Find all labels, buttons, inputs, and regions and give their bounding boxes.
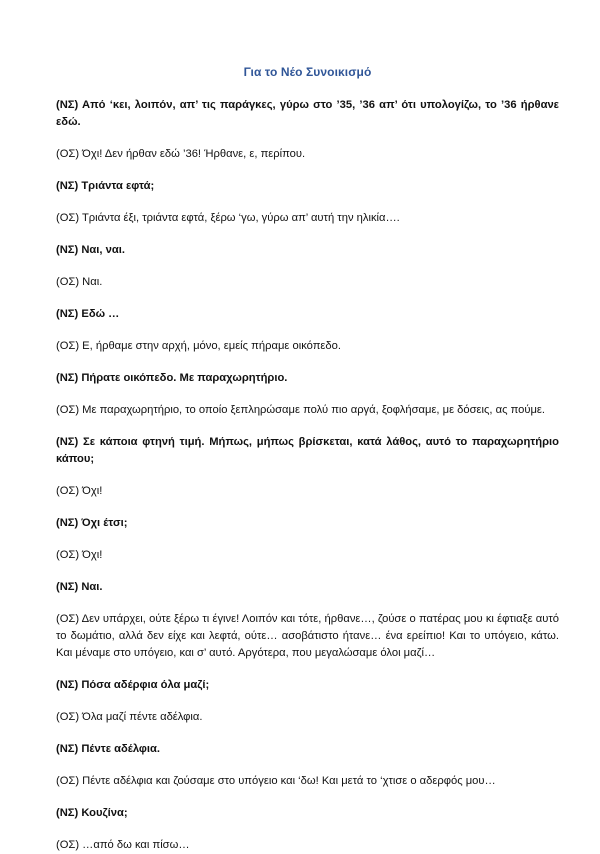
interviewer-turn: (ΝΣ) Όχι έτσι; [56, 517, 128, 529]
interviewer-turn: (ΝΣ) Πέντε αδέλφια. [56, 743, 161, 755]
interviewee-turn: (ΟΣ) Όχι! Δεν ήρθαν εδώ ’36! Ήρθανε, ε, περίπου. [56, 148, 306, 160]
interviewee-turn: (ΟΣ) Πέντε αδέλφια και ζούσαμε στο υπόγειο και ‘δω! Και μετά το ‘χτισε ο αδερφός μου… [56, 775, 496, 787]
dialogue-body [56, 97, 559, 854]
interviewer-turn: (ΝΣ) Πήρατε οικόπεδο. Με παραχωρητήριο. [56, 372, 288, 384]
interviewer-turn: (ΝΣ) Τριάντα εφτά; [56, 180, 155, 192]
interviewer-turn: (ΝΣ) Ναι. [56, 581, 103, 593]
interviewee-turn: (ΟΣ) Ναι. [56, 276, 103, 288]
interviewer-turn: (ΝΣ) Από ‘κει, λοιπόν, απ’ τις παράγκες, γύρω στο ’35, ’36 απ’ ότι υπολογίζω, το ’36 ήρθανε εδώ. [56, 99, 559, 128]
interviewee-turn: (ΟΣ) Ε, ήρθαμε στην αρχή, μόνο, εμείς πήραμε οικόπεδο. [56, 340, 341, 352]
interviewer-turn: (ΝΣ) Εδώ … [56, 308, 120, 320]
interviewee-turn: (ΟΣ) Όλα μαζί πέντε αδέλφια. [56, 711, 203, 723]
interviewee-turn: (ΟΣ) Με παραχωρητήριο, το οποίο ξεπληρώσαμε πολύ πιο αργά, ξοφλήσαμε, με δόσεις, ας πούμε. [56, 404, 546, 416]
interviewee-turn: (ΟΣ) Τριάντα έξι, τριάντα εφτά, ξέρω ‘γω, γύρω απ’ αυτή την ηλικία…. [56, 212, 400, 224]
interviewer-turn: (ΝΣ) Σε κάποια φτηνή τιμή. Μήπως, μήπως βρίσκεται, κατά λάθος, αυτό το παραχωρητήριο κάπου; [56, 436, 559, 465]
document-title: Για το Νέο Συνοικισμό [243, 65, 372, 79]
interviewer-turn: (ΝΣ) Πόσα αδέρφια όλα μαζί; [56, 679, 210, 691]
interviewee-turn: (ΟΣ) Δεν υπάρχει, ούτε ξέρω τι έγινε! Λοιπόν και τότε, ήρθανε…, ζούσε ο πατέρας μου κι έφτιαξε αυτό το δωμάτιο, αλλά δεν είχε και λεφτά, ούτε… ασοβάτιστο ήτανε… ένα ερείπιο! Και το υπόγειο, κάτω. Και μέναμε στο υπόγειο, και σ’ αυτό. Αργότερα, που μεγαλώσαμε όλοι μαζί… [56, 613, 559, 659]
interviewer-turn: (ΝΣ) Ναι, ναι. [56, 244, 125, 256]
interviewee-turn: (ΟΣ) Όχι! [56, 485, 103, 497]
interviewer-turn: (ΝΣ) Κουζίνα; [56, 807, 128, 819]
interviewee-turn: (ΟΣ) …από δω και πίσω… [56, 839, 190, 851]
interviewee-turn: (ΟΣ) Όχι! [56, 549, 103, 561]
